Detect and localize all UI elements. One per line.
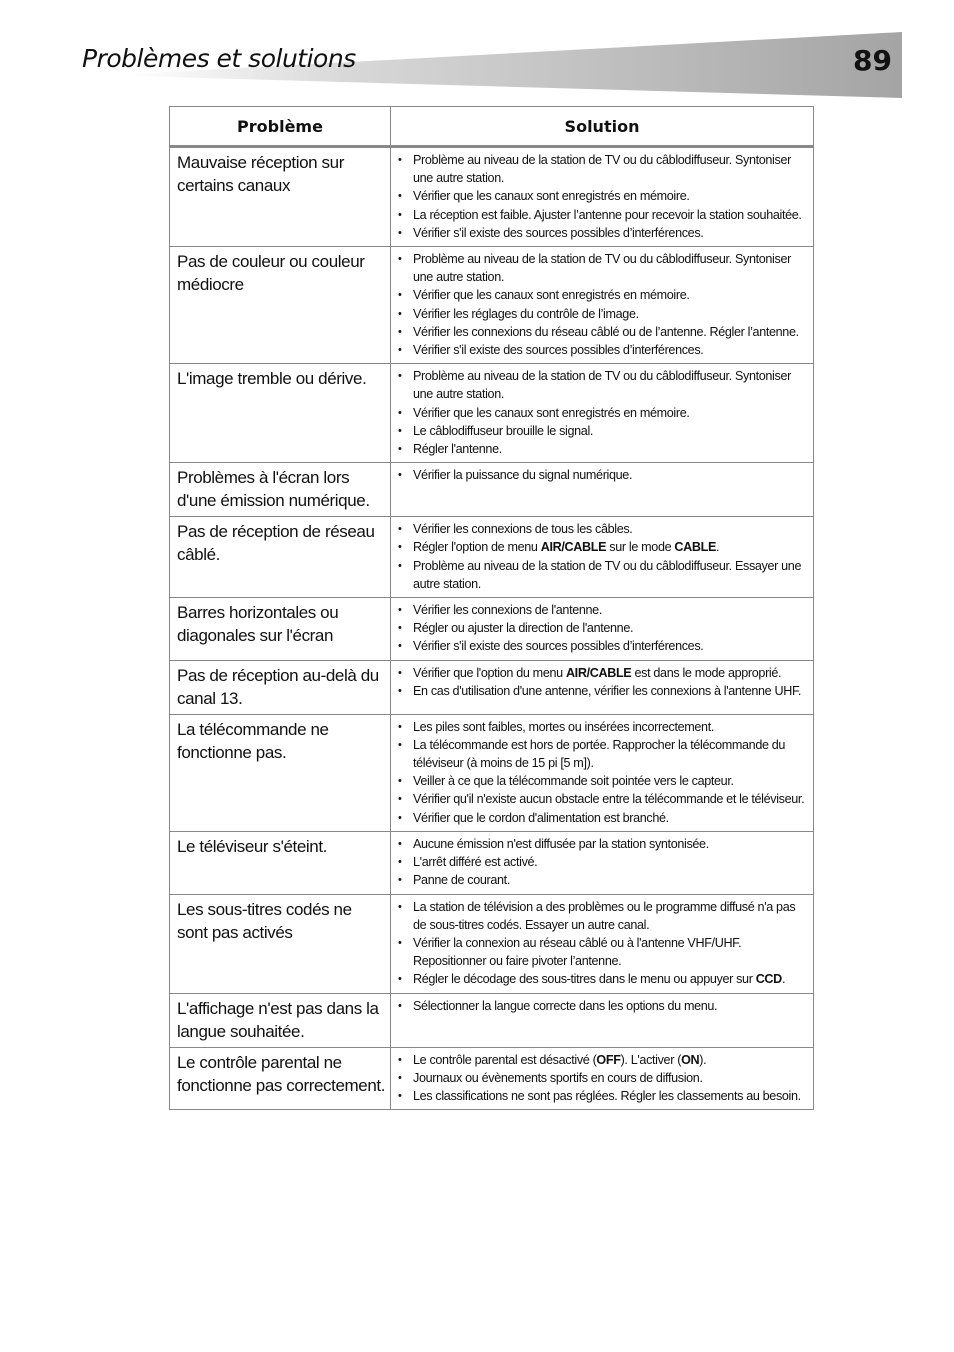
solution-cell xyxy=(391,463,814,517)
solution-cell xyxy=(391,147,814,247)
table-row xyxy=(170,247,814,364)
solution-list xyxy=(391,517,813,597)
problem-text: L'image tremble ou dérive. xyxy=(177,369,367,389)
menu-keyword: AIR/CABLE xyxy=(565,665,632,680)
table-row xyxy=(170,147,814,247)
solution-cell xyxy=(391,364,814,463)
solution-item: • Vérifier les connexions du réseau câblé ou de l’antenne. Régler l’antenne. xyxy=(413,323,809,341)
table-row xyxy=(170,660,814,714)
menu-keyword: CCD xyxy=(755,972,782,987)
menu-keyword: ON xyxy=(681,1052,700,1067)
solution-item: • Vérifier que les canaux sont enregistrés en mémoire. xyxy=(413,404,809,422)
solution-list xyxy=(391,994,813,1019)
menu-keyword: AIR/CABLE xyxy=(540,540,607,555)
problem-text: Les sous-titres codés ne sont pas activés xyxy=(177,899,352,942)
solution-item: • L'arrêt différé est activé. xyxy=(413,853,809,871)
solution-item: • Vérifier que l'option du menu AIR/CABLE est dans le mode approprié. xyxy=(413,664,809,682)
problem-cell xyxy=(170,894,391,993)
problem-cell xyxy=(170,364,391,463)
solution-item: • Vérifier s'il existe des sources possibles d’interférences. xyxy=(413,224,809,242)
table-row xyxy=(170,364,814,463)
solution-item: • Vérifier les connexions de l'antenne. xyxy=(413,601,809,619)
page-header xyxy=(0,0,954,100)
table-row xyxy=(170,1047,814,1110)
table-row xyxy=(170,517,814,598)
solution-item: • Problème au niveau de la station de TV ou du câblodiffuseur. Syntoniser une autre station. xyxy=(413,367,809,403)
section-title: Problèmes et solutions xyxy=(82,44,356,73)
table-row xyxy=(170,714,814,831)
solution-item: • Veiller à ce que la télécommande soit pointée vers le capteur. xyxy=(413,772,809,790)
solution-item: • Vérifier que le cordon d'alimentation est branché. xyxy=(413,809,809,827)
problem-text: Mauvaise réception sur certains canaux xyxy=(177,153,344,195)
solution-cell xyxy=(391,598,814,661)
solution-item: • Problème au niveau de la station de TV ou du câblodiffuseur. Syntoniser une autre station. xyxy=(413,151,809,187)
problem-text: Problèmes à l'écran lors d'une émission numérique. xyxy=(177,468,370,511)
solution-list xyxy=(391,715,813,831)
solution-item: • Régler l'antenne. xyxy=(413,440,809,458)
problem-text: La télécommande ne fonctionne pas. xyxy=(177,719,329,762)
table-row xyxy=(170,598,814,661)
problem-cell xyxy=(170,463,391,517)
solution-cell xyxy=(391,993,814,1047)
table-row xyxy=(170,831,814,894)
problem-cell xyxy=(170,517,391,598)
solution-list xyxy=(391,661,813,704)
column-header-problem: Problème xyxy=(170,107,391,147)
solution-item: • La réception est faible. Ajuster l’antenne pour recevoir la station souhaitée. xyxy=(413,206,809,224)
solution-item: • Vérifier la puissance du signal numérique. xyxy=(413,466,809,484)
solution-item: • Problème au niveau de la station de TV ou du câblodiffuseur. Syntoniser une autre station. xyxy=(413,250,809,286)
solution-list xyxy=(391,832,813,894)
solution-cell xyxy=(391,831,814,894)
problem-cell xyxy=(170,831,391,894)
solution-list xyxy=(391,598,813,660)
solution-cell xyxy=(391,1047,814,1110)
solution-item: • Sélectionner la langue correcte dans les options du menu. xyxy=(413,997,809,1015)
solution-list xyxy=(391,148,813,246)
solution-item: • Le contrôle parental est désactivé (OFF). L'activer (ON). xyxy=(413,1051,809,1069)
solution-list xyxy=(391,247,813,363)
table-header-row xyxy=(170,107,814,147)
solution-item: • Vérifier qu'il n'existe aucun obstacle entre la télécommande et le téléviseur. xyxy=(413,790,809,808)
table-row xyxy=(170,463,814,517)
solution-list xyxy=(391,463,813,488)
solution-cell xyxy=(391,517,814,598)
solution-list xyxy=(391,1048,813,1110)
problem-text: Barres horizontales ou diagonales sur l'écran xyxy=(177,603,339,646)
problem-text: Le contrôle parental ne fonctionne pas correctement. xyxy=(177,1052,386,1095)
solution-item: • En cas d'utilisation d'une antenne, vérifier les connexions à l'antenne UHF. xyxy=(413,682,809,700)
solution-item: • La station de télévision a des problèmes ou le programme diffusé n'a pas de sous-titres codés. Essayer un autre canal. xyxy=(413,898,809,934)
problem-text: L'affichage n'est pas dans la langue souhaitée. xyxy=(177,998,379,1041)
solution-list xyxy=(391,364,813,462)
problem-cell xyxy=(170,147,391,247)
solution-item: • Vérifier s'il existe des sources possibles d’interférences. xyxy=(413,341,809,359)
table-body xyxy=(170,147,814,1110)
problem-cell xyxy=(170,1047,391,1110)
table-row xyxy=(170,993,814,1047)
solution-item: • Vérifier que les canaux sont enregistrés en mémoire. xyxy=(413,187,809,205)
problem-text: Pas de couleur ou couleur médiocre xyxy=(177,252,365,295)
solution-item: • Régler le décodage des sous-titres dans le menu ou appuyer sur CCD. xyxy=(413,970,809,988)
menu-keyword: OFF xyxy=(596,1052,621,1067)
solution-item: • Régler l'option de menu AIR/CABLE sur le mode CABLE. xyxy=(413,538,809,556)
solution-item: • Régler ou ajuster la direction de l'antenne. xyxy=(413,619,809,637)
problem-cell xyxy=(170,714,391,831)
solution-cell xyxy=(391,247,814,364)
menu-keyword: CABLE xyxy=(674,540,717,555)
solution-item: • Vérifier que les canaux sont enregistrés en mémoire. xyxy=(413,286,809,304)
problem-cell xyxy=(170,598,391,661)
solution-cell xyxy=(391,660,814,714)
solution-item: • Journaux ou évènements sportifs en cours de diffusion. xyxy=(413,1069,809,1087)
solution-item: • La télécommande est hors de portée. Rapprocher la télécommande du téléviseur (à moins de 15 pi [5 m]). xyxy=(413,736,809,772)
problem-cell xyxy=(170,993,391,1047)
solution-item: • Le câblodiffuseur brouille le signal. xyxy=(413,422,809,440)
solution-item: • Aucune émission n'est diffusée par la station syntonisée. xyxy=(413,835,809,853)
problem-text: Pas de réception de réseau câblé. xyxy=(177,522,375,565)
troubleshooting-table xyxy=(169,106,814,1110)
column-header-solution: Solution xyxy=(391,107,814,147)
table-row xyxy=(170,894,814,993)
page-number: 89 xyxy=(853,44,892,77)
solution-item: • Vérifier les connexions de tous les câbles. xyxy=(413,520,809,538)
solution-item: • Vérifier les réglages du contrôle de l’image. xyxy=(413,305,809,323)
problem-cell xyxy=(170,660,391,714)
solution-item: • Vérifier s'il existe des sources possibles d’interférences. xyxy=(413,637,809,655)
problem-text: Le téléviseur s'éteint. xyxy=(177,836,327,856)
solution-item: • Les piles sont faibles, mortes ou insérées incorrectement. xyxy=(413,718,809,736)
problem-cell xyxy=(170,247,391,364)
solution-cell xyxy=(391,714,814,831)
solution-item: • Panne de courant. xyxy=(413,871,809,889)
solution-cell xyxy=(391,894,814,993)
solution-item: • Vérifier la connexion au réseau câblé ou à l'antenne VHF/UHF. Repositionner ou faire pivoter l’antenne. xyxy=(413,934,809,970)
solution-list xyxy=(391,895,813,993)
solution-item: • Les classifications ne sont pas réglées. Régler les classements au besoin. xyxy=(413,1087,809,1105)
solution-item: • Problème au niveau de la station de TV ou du câblodiffuseur. Essayer une autre station. xyxy=(413,557,809,593)
problem-text: Pas de réception au-delà du canal 13. xyxy=(177,665,379,708)
